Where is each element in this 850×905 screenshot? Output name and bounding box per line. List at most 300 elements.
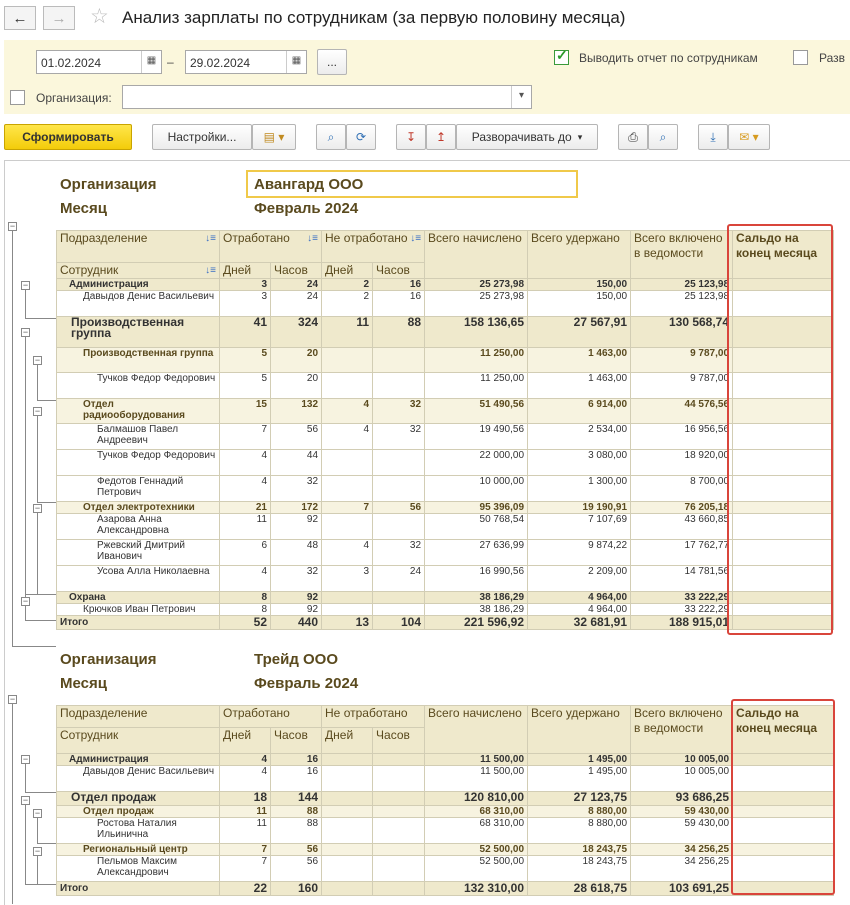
group-row[interactable] — [57, 399, 834, 424]
value-cell[interactable]: 8 880,00 — [528, 806, 631, 818]
row-name-cell[interactable]: Администрация — [57, 754, 220, 766]
value-cell[interactable] — [373, 476, 425, 502]
hours-header[interactable]: Часов — [271, 728, 322, 754]
value-cell[interactable]: 11 250,00 — [425, 348, 528, 373]
value-cell[interactable]: 10 005,00 — [631, 766, 733, 792]
collapse-all-button[interactable] — [396, 124, 426, 150]
value-cell[interactable]: 1 495,00 — [528, 754, 631, 766]
balance-header[interactable]: Сальдо на конец месяца — [733, 231, 834, 279]
value-cell[interactable]: 324 — [271, 317, 322, 348]
balance-header[interactable]: Сальдо на конец месяца — [733, 706, 834, 754]
collapse-toggle-icon[interactable]: − — [34, 846, 41, 856]
value-cell[interactable] — [322, 592, 373, 604]
row-name-cell[interactable]: Ростова Наталия Ильинична — [57, 818, 220, 844]
value-cell[interactable]: 1 463,00 — [528, 348, 631, 373]
inlist-header[interactable]: Всего включено в ведомости — [631, 706, 733, 754]
generate-button[interactable]: Сформировать — [4, 124, 132, 150]
value-cell[interactable]: 76 205,18 — [631, 502, 733, 514]
value-cell[interactable]: 24 — [271, 279, 322, 291]
value-cell[interactable]: 158 136,65 — [425, 317, 528, 348]
value-cell[interactable]: 16 — [271, 754, 322, 766]
value-cell[interactable]: 24 — [373, 566, 425, 592]
notworked-header[interactable] — [322, 231, 425, 263]
value-cell[interactable]: 2 534,00 — [528, 424, 631, 450]
value-cell[interactable]: 33 222,29 — [631, 592, 733, 604]
value-cell[interactable]: 88 — [271, 818, 322, 844]
row-name-cell[interactable]: Охрана — [57, 592, 220, 604]
organization-checkbox[interactable] — [10, 90, 25, 105]
value-cell[interactable] — [322, 766, 373, 792]
value-cell[interactable] — [322, 856, 373, 882]
value-cell[interactable]: 3 — [220, 291, 271, 317]
value-cell[interactable]: 38 186,29 — [425, 604, 528, 616]
collapse-toggle-icon[interactable]: − — [22, 280, 29, 290]
collapse-toggle-icon[interactable]: − — [9, 694, 16, 704]
value-cell[interactable]: 68 310,00 — [425, 818, 528, 844]
calendar-icon[interactable]: ▦ — [141, 51, 161, 73]
print-button[interactable] — [618, 124, 648, 150]
value-cell[interactable]: 24 — [271, 291, 322, 317]
value-cell[interactable]: 18 920,00 — [631, 450, 733, 476]
notworked-header[interactable]: Не отработано — [322, 706, 425, 728]
group-row[interactable] — [57, 348, 834, 373]
search-refresh-button[interactable] — [346, 124, 376, 150]
total-row[interactable] — [57, 882, 834, 896]
value-cell[interactable]: 4 — [220, 766, 271, 792]
value-cell[interactable] — [373, 792, 425, 806]
settings-button[interactable]: Настройки... — [152, 124, 252, 150]
calendar-icon[interactable]: ▦ — [286, 51, 306, 73]
employee-row[interactable] — [57, 373, 834, 399]
value-cell[interactable]: 7 — [220, 844, 271, 856]
row-name-cell[interactable]: Балмашов Павел Андреевич — [57, 424, 220, 450]
organization-label: Организация: — [36, 91, 112, 105]
value-cell[interactable]: 11 250,00 — [425, 373, 528, 399]
value-cell[interactable]: 11 500,00 — [425, 754, 528, 766]
value-cell[interactable] — [373, 348, 425, 373]
show-by-employees-label: Выводить отчет по сотрудникам — [579, 51, 758, 65]
value-cell[interactable]: 88 — [373, 317, 425, 348]
value-cell[interactable]: 56 — [373, 502, 425, 514]
value-cell[interactable] — [373, 766, 425, 792]
nw-days-header[interactable]: Дней — [322, 263, 373, 279]
collapse-toggle-icon[interactable]: − — [22, 754, 29, 764]
value-cell[interactable]: 34 256,25 — [631, 856, 733, 882]
value-cell[interactable]: 4 — [220, 754, 271, 766]
withheld-header[interactable]: Всего удержано — [528, 231, 631, 279]
value-cell[interactable]: 11 — [322, 317, 373, 348]
print-icon: ⎙ — [628, 129, 638, 144]
window-title: Анализ зарплаты по сотрудникам (за первую половину месяца) — [122, 8, 626, 27]
value-cell[interactable] — [373, 856, 425, 882]
dept-header[interactable] — [57, 231, 220, 263]
value-cell[interactable]: 25 123,98 — [631, 291, 733, 317]
value-cell[interactable] — [322, 604, 373, 616]
value-cell[interactable]: 93 686,25 — [631, 792, 733, 806]
value-cell[interactable]: 7 — [322, 502, 373, 514]
value-cell[interactable] — [373, 514, 425, 540]
value-cell[interactable]: 21 — [220, 502, 271, 514]
value-cell[interactable]: 38 186,29 — [425, 592, 528, 604]
collapse-toggle-icon[interactable]: − — [9, 221, 16, 231]
group-row[interactable] — [57, 754, 834, 766]
value-cell[interactable]: 7 — [220, 856, 271, 882]
nw-hours-header[interactable]: Часов — [373, 263, 425, 279]
value-cell[interactable]: 6 914,00 — [528, 399, 631, 424]
value-cell[interactable]: 18 243,75 — [528, 844, 631, 856]
value-cell[interactable]: 32 — [373, 540, 425, 566]
total-value-cell[interactable]: 440 — [271, 616, 322, 630]
value-cell[interactable]: 11 — [220, 806, 271, 818]
days-header[interactable]: Дней — [220, 728, 271, 754]
date-to-field[interactable] — [185, 50, 307, 74]
total-value-cell[interactable]: 221 596,92 — [425, 616, 528, 630]
row-name-cell[interactable]: Усова Алла Николаевна — [57, 566, 220, 592]
employee-row[interactable] — [57, 514, 834, 540]
value-cell[interactable]: 5 — [220, 373, 271, 399]
value-cell[interactable]: 8 880,00 — [528, 818, 631, 844]
accrued-header[interactable]: Всего начислено — [425, 231, 528, 279]
group-line — [25, 764, 26, 792]
worked-header-label: Отработано — [223, 231, 290, 245]
value-cell[interactable] — [322, 792, 373, 806]
value-cell[interactable]: 16 — [373, 279, 425, 291]
expand-checkbox[interactable] — [793, 50, 808, 65]
row-name-cell[interactable]: Производственная группа — [57, 317, 220, 348]
value-cell[interactable]: 44 — [271, 450, 322, 476]
org-value-cell[interactable]: Авангард ООО — [246, 170, 578, 198]
forward-button[interactable] — [43, 6, 75, 30]
value-cell[interactable]: 48 — [271, 540, 322, 566]
total-value-cell[interactable]: 132 310,00 — [425, 882, 528, 896]
value-cell[interactable]: 6 — [220, 540, 271, 566]
back-button[interactable] — [4, 6, 36, 30]
value-cell[interactable]: 17 762,77 — [631, 540, 733, 566]
total-row[interactable] — [57, 616, 834, 630]
row-name-cell[interactable]: Региональный центр — [57, 844, 220, 856]
total-value-cell[interactable] — [373, 882, 425, 896]
total-value-cell[interactable]: 22 — [220, 882, 271, 896]
total-value-cell[interactable]: 13 — [322, 616, 373, 630]
value-cell[interactable]: 15 — [220, 399, 271, 424]
month-value: Февраль 2024 — [254, 200, 359, 217]
group-line — [37, 365, 38, 400]
value-cell[interactable]: 18 243,75 — [528, 856, 631, 882]
group-line — [37, 513, 38, 594]
total-value-cell[interactable]: 52 — [220, 616, 271, 630]
employee-row[interactable] — [57, 604, 834, 616]
employee-row[interactable] — [57, 476, 834, 502]
variants-icon: ▤ ▾ — [263, 130, 285, 144]
value-cell[interactable] — [373, 592, 425, 604]
value-cell[interactable]: 56 — [271, 844, 322, 856]
value-cell[interactable]: 8 — [220, 604, 271, 616]
sort-icon[interactable]: ↓≡ — [410, 233, 422, 244]
value-cell[interactable]: 3 080,00 — [528, 450, 631, 476]
inlist-header[interactable]: Всего включено в ведомости — [631, 231, 733, 279]
value-cell[interactable]: 8 700,00 — [631, 476, 733, 502]
value-cell[interactable]: 16 — [373, 291, 425, 317]
days-header[interactable]: Дней — [220, 263, 271, 279]
value-cell[interactable]: 1 300,00 — [528, 476, 631, 502]
employee-row[interactable] — [57, 566, 834, 592]
employee-row[interactable] — [57, 291, 834, 317]
value-cell[interactable]: 10 000,00 — [425, 476, 528, 502]
employee-row[interactable] — [57, 450, 834, 476]
value-cell[interactable]: 3 — [220, 279, 271, 291]
value-cell[interactable]: 11 500,00 — [425, 766, 528, 792]
value-cell[interactable]: 4 964,00 — [528, 592, 631, 604]
value-cell[interactable]: 9 874,22 — [528, 540, 631, 566]
value-cell[interactable] — [373, 844, 425, 856]
total-value-cell[interactable]: 32 681,91 — [528, 616, 631, 630]
row-name-cell[interactable]: Отдел радиооборудования — [57, 399, 220, 424]
row-name-cell[interactable]: Федотов Геннадий Петрович — [57, 476, 220, 502]
value-cell[interactable] — [322, 373, 373, 399]
worked-header[interactable]: Отработано — [220, 706, 322, 728]
nw-hours-header[interactable]: Часов — [373, 728, 425, 754]
sort-icon[interactable]: ↓≡ — [205, 265, 216, 276]
value-cell[interactable]: 50 768,54 — [425, 514, 528, 540]
row-name-cell[interactable]: Администрация — [57, 279, 220, 291]
group-row[interactable] — [57, 806, 834, 818]
value-cell[interactable]: 25 123,98 — [631, 279, 733, 291]
value-cell[interactable]: 4 — [220, 476, 271, 502]
collapse-toggle-icon[interactable]: − — [34, 355, 41, 365]
value-cell[interactable]: 19 190,91 — [528, 502, 631, 514]
collapse-toggle-icon[interactable]: − — [22, 596, 29, 606]
value-cell[interactable]: 1 463,00 — [528, 373, 631, 399]
value-cell[interactable]: 120 810,00 — [425, 792, 528, 806]
expand-to-label: Разворачивать до — [471, 130, 572, 144]
value-cell[interactable]: 130 568,74 — [631, 317, 733, 348]
report-table-2 — [56, 705, 834, 896]
favorite-star-icon[interactable]: ☆ — [90, 5, 109, 28]
value-cell[interactable]: 172 — [271, 502, 322, 514]
value-cell[interactable]: 9 787,00 — [631, 373, 733, 399]
dropdown-icon[interactable]: ▾ — [511, 86, 531, 108]
value-cell[interactable]: 150,00 — [528, 279, 631, 291]
total-value-cell[interactable] — [322, 882, 373, 896]
worked-header[interactable] — [220, 231, 322, 263]
value-cell[interactable]: 4 — [322, 399, 373, 424]
total-label: Итого — [57, 882, 220, 896]
value-cell[interactable]: 11 — [220, 818, 271, 844]
date-from-field[interactable] — [36, 50, 162, 74]
collapse-icon: ↧ — [405, 130, 417, 144]
value-cell[interactable]: 1 495,00 — [528, 766, 631, 792]
show-by-employees-checkbox[interactable] — [554, 47, 569, 65]
value-cell[interactable]: 4 — [322, 424, 373, 450]
value-cell[interactable]: 56 — [271, 856, 322, 882]
row-name-cell[interactable]: Отдел продаж — [57, 792, 220, 806]
variants-menu-button[interactable] — [252, 124, 296, 150]
send-email-button[interactable] — [728, 124, 770, 150]
date-dash: – — [167, 55, 174, 69]
total-value-cell[interactable]: 28 618,75 — [528, 882, 631, 896]
value-cell[interactable] — [322, 806, 373, 818]
value-cell[interactable]: 92 — [271, 592, 322, 604]
value-cell[interactable]: 32 — [373, 399, 425, 424]
value-cell[interactable]: 32 — [271, 476, 322, 502]
value-cell[interactable]: 132 — [271, 399, 322, 424]
nw-days-header[interactable]: Дней — [322, 728, 373, 754]
value-cell[interactable]: 88 — [271, 806, 322, 818]
collapse-toggle-icon[interactable]: − — [22, 795, 29, 805]
value-cell[interactable] — [373, 806, 425, 818]
value-cell[interactable]: 52 500,00 — [425, 856, 528, 882]
row-name-cell[interactable]: Ржевский Дмитрий Иванович — [57, 540, 220, 566]
value-cell[interactable]: 56 — [271, 424, 322, 450]
preview-button[interactable] — [648, 124, 678, 150]
value-cell[interactable]: 8 — [220, 592, 271, 604]
collapse-toggle-icon[interactable]: − — [34, 406, 41, 416]
value-cell[interactable]: 150,00 — [528, 291, 631, 317]
row-name-cell[interactable]: Давыдов Денис Васильевич — [57, 766, 220, 792]
value-cell[interactable] — [322, 514, 373, 540]
group-line — [37, 416, 38, 502]
row-name-cell[interactable]: Тучков Федор Федорович — [57, 373, 220, 399]
value-cell[interactable]: 44 576,56 — [631, 399, 733, 424]
sort-icon[interactable]: ↓≡ — [205, 233, 216, 244]
row-name-cell[interactable]: Отдел электротехники — [57, 502, 220, 514]
value-cell[interactable]: 25 273,98 — [425, 279, 528, 291]
row-name-cell[interactable]: Производственная группа — [57, 348, 220, 373]
group-row[interactable] — [57, 844, 834, 856]
value-cell[interactable]: 43 660,85 — [631, 514, 733, 540]
group-line — [25, 884, 56, 885]
group-line — [37, 400, 56, 401]
value-cell[interactable]: 2 209,00 — [528, 566, 631, 592]
value-cell[interactable]: 33 222,29 — [631, 604, 733, 616]
value-cell[interactable]: 92 — [271, 604, 322, 616]
employee-row[interactable] — [57, 818, 834, 844]
row-name-cell[interactable]: Тучков Федор Федорович — [57, 450, 220, 476]
sort-icon[interactable]: ↓≡ — [307, 233, 319, 244]
employee-row[interactable] — [57, 424, 834, 450]
collapse-toggle-icon[interactable]: − — [22, 327, 29, 337]
total-value-cell[interactable]: 103 691,25 — [631, 882, 733, 896]
total-value-cell[interactable]: 160 — [271, 882, 322, 896]
expand-all-button[interactable] — [426, 124, 456, 150]
value-cell[interactable]: 144 — [271, 792, 322, 806]
value-cell[interactable]: 18 — [220, 792, 271, 806]
value-cell[interactable]: 16 — [271, 766, 322, 792]
value-cell[interactable]: 16 990,56 — [425, 566, 528, 592]
value-cell[interactable] — [373, 754, 425, 766]
value-cell[interactable]: 4 — [220, 450, 271, 476]
value-cell[interactable] — [322, 476, 373, 502]
organization-select[interactable] — [122, 85, 532, 109]
value-cell[interactable]: 27 636,99 — [425, 540, 528, 566]
value-cell[interactable]: 92 — [271, 514, 322, 540]
total-value-cell[interactable]: 188 915,01 — [631, 616, 733, 630]
value-cell[interactable]: 20 — [271, 348, 322, 373]
dept-header[interactable]: Подразделение — [57, 706, 220, 728]
value-cell[interactable] — [322, 450, 373, 476]
value-cell[interactable] — [322, 818, 373, 844]
group-row[interactable] — [57, 792, 834, 806]
group-row[interactable] — [57, 592, 834, 604]
value-cell[interactable] — [322, 348, 373, 373]
value-cell[interactable]: 59 430,00 — [631, 806, 733, 818]
total-value-cell[interactable]: 104 — [373, 616, 425, 630]
row-name-cell[interactable]: Давыдов Денис Васильевич — [57, 291, 220, 317]
collapse-toggle-icon[interactable]: − — [34, 503, 41, 513]
row-name-cell[interactable]: Пельмов Максим Александрович — [57, 856, 220, 882]
search-button[interactable] — [316, 124, 346, 150]
value-cell[interactable]: 7 — [220, 424, 271, 450]
collapse-toggle-icon[interactable]: − — [34, 808, 41, 818]
value-cell[interactable] — [373, 450, 425, 476]
value-cell[interactable]: 41 — [220, 317, 271, 348]
value-cell[interactable]: 5 — [220, 348, 271, 373]
save-button[interactable] — [698, 124, 728, 150]
hours-header[interactable]: Часов — [271, 263, 322, 279]
value-cell[interactable]: 3 — [322, 566, 373, 592]
value-cell[interactable]: 4 964,00 — [528, 604, 631, 616]
value-cell[interactable]: 19 490,56 — [425, 424, 528, 450]
row-name-cell[interactable]: Азарова Анна Александровна — [57, 514, 220, 540]
employee-row[interactable] — [57, 766, 834, 792]
value-cell[interactable]: 11 — [220, 514, 271, 540]
value-cell[interactable]: 9 787,00 — [631, 348, 733, 373]
value-cell[interactable]: 52 500,00 — [425, 844, 528, 856]
value-cell[interactable] — [322, 844, 373, 856]
value-cell[interactable]: 2 — [322, 291, 373, 317]
value-cell[interactable] — [373, 604, 425, 616]
value-cell[interactable]: 95 396,09 — [425, 502, 528, 514]
group-row[interactable] — [57, 317, 834, 348]
search-refresh-icon: ⟳ — [355, 130, 367, 144]
group-row[interactable] — [57, 502, 834, 514]
period-select-button[interactable]: ... — [317, 49, 347, 75]
employee-row[interactable] — [57, 540, 834, 566]
value-cell[interactable]: 27 123,75 — [528, 792, 631, 806]
group-row[interactable] — [57, 279, 834, 291]
value-cell[interactable]: 4 — [322, 540, 373, 566]
value-cell[interactable]: 51 490,56 — [425, 399, 528, 424]
row-name-cell[interactable]: Крючков Иван Петрович — [57, 604, 220, 616]
value-cell[interactable]: 32 — [373, 424, 425, 450]
value-cell[interactable] — [322, 754, 373, 766]
value-cell[interactable]: 7 107,69 — [528, 514, 631, 540]
value-cell[interactable]: 34 256,25 — [631, 844, 733, 856]
value-cell[interactable]: 4 — [220, 566, 271, 592]
withheld-header[interactable]: Всего удержано — [528, 706, 631, 754]
row-name-cell[interactable]: Отдел продаж — [57, 806, 220, 818]
value-cell[interactable]: 25 273,98 — [425, 291, 528, 317]
value-cell[interactable]: 22 000,00 — [425, 450, 528, 476]
value-cell[interactable]: 32 — [271, 566, 322, 592]
value-cell[interactable]: 16 956,56 — [631, 424, 733, 450]
value-cell[interactable]: 2 — [322, 279, 373, 291]
value-cell[interactable]: 68 310,00 — [425, 806, 528, 818]
employee-header[interactable]: Сотрудник — [57, 728, 220, 754]
expand-to-button[interactable] — [456, 124, 598, 150]
value-cell[interactable]: 59 430,00 — [631, 818, 733, 844]
value-cell[interactable] — [373, 818, 425, 844]
value-cell[interactable]: 27 567,91 — [528, 317, 631, 348]
employee-header[interactable] — [57, 263, 220, 279]
value-cell[interactable]: 10 005,00 — [631, 754, 733, 766]
value-cell[interactable] — [373, 373, 425, 399]
accrued-header[interactable]: Всего начислено — [425, 706, 528, 754]
value-cell[interactable]: 20 — [271, 373, 322, 399]
employee-row[interactable] — [57, 856, 834, 882]
chevron-down-icon: ▾ — [577, 131, 583, 142]
value-cell[interactable]: 14 781,56 — [631, 566, 733, 592]
